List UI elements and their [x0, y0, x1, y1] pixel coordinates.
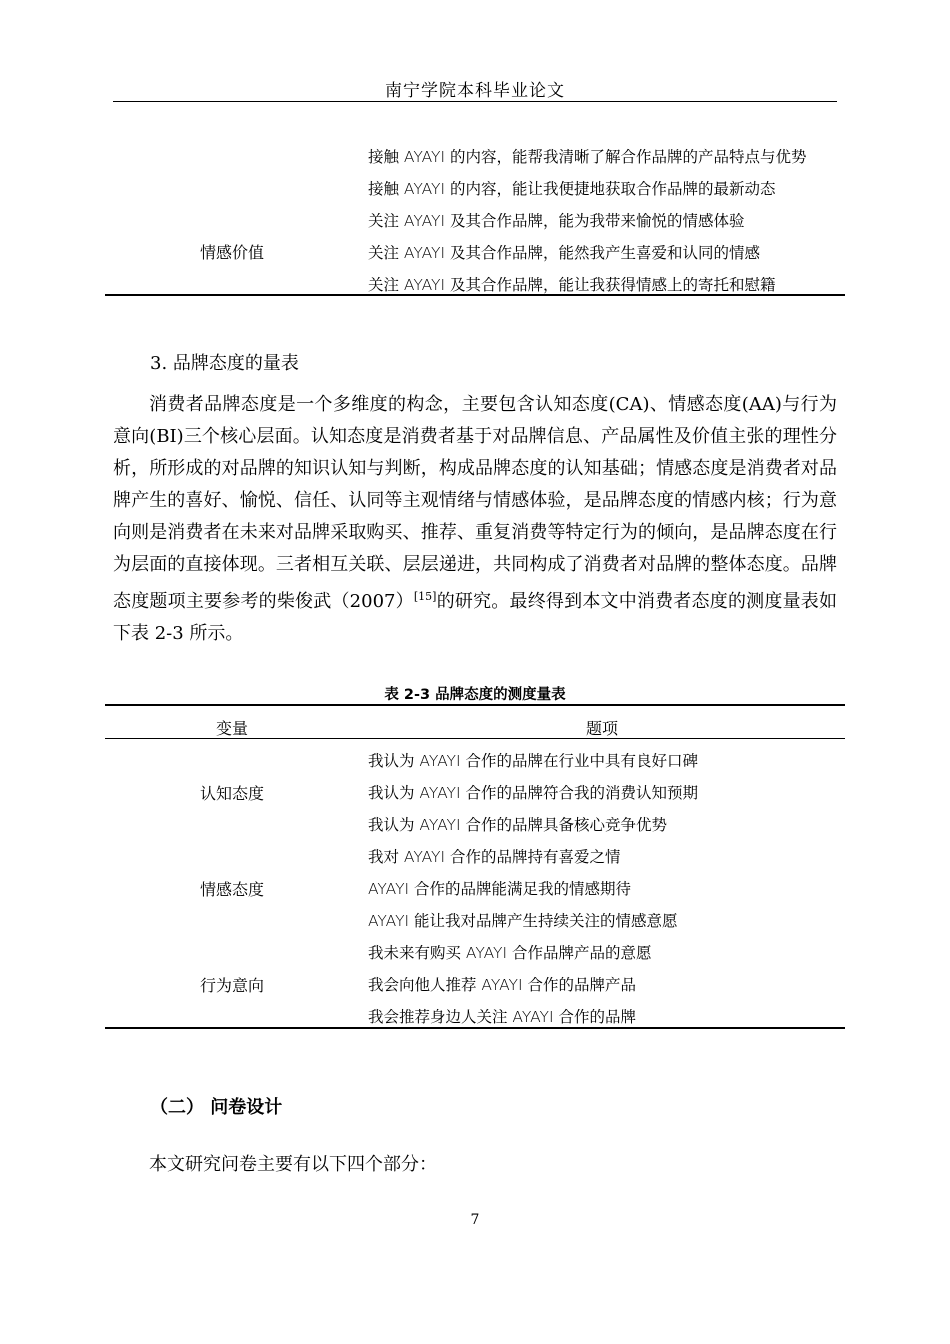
header-divider	[113, 101, 837, 102]
table-row-item: 我认为 AYAYI 合作的品牌具备核心竞争优势	[368, 816, 667, 834]
table-variable: 行为意向	[199, 976, 264, 995]
table-row-item: 接触 AYAYI 的内容，能帮我清晰了解合作品牌的产品特点与优势	[368, 148, 807, 166]
table-row-item: 我会推荐身边人关注 AYAYI 合作的品牌	[368, 1008, 636, 1026]
citation-ref: [15]	[413, 590, 437, 603]
table-header-rule	[105, 738, 845, 739]
table-variable: 认知态度	[199, 784, 264, 803]
table-variable: 情感价值	[199, 243, 264, 262]
table-row-item: 我认为 AYAYI 合作的品牌在行业中具有良好口碑	[368, 752, 698, 770]
section-heading: （二） 问卷设计	[150, 1097, 283, 1118]
table-row-item: 我会向他人推荐 AYAYI 合作的品牌产品	[368, 976, 636, 994]
table-bottom-rule	[105, 1027, 845, 1029]
table-2-3	[105, 704, 845, 1034]
paragraph-text: 的研究。最终得到本文中消费者态度的测度量表如下表 2-3 所示。	[113, 591, 837, 644]
table-variable: 情感态度	[199, 880, 264, 899]
table-continued	[105, 140, 845, 300]
table-header-items: 题项	[585, 719, 618, 738]
table-top-rule	[105, 704, 845, 706]
table-row-item: 我认为 AYAYI 合作的品牌符合我的消费认知预期	[368, 784, 698, 802]
table-caption: 表 2-3 品牌态度的测度量表	[384, 687, 566, 703]
section-title: 3. 品牌态度的量表	[150, 353, 299, 374]
table-bottom-rule	[105, 294, 845, 296]
table-row-item: 关注 AYAYI 及其合作品牌，能为我带来愉悦的情感体验	[368, 212, 745, 230]
table-row-item: AYAYI 合作的品牌能满足我的情感期待	[368, 880, 632, 898]
table-row-item: 我对 AYAYI 合作的品牌持有喜爱之情	[368, 848, 621, 866]
body-paragraph	[113, 389, 837, 650]
table-header-variable: 变量	[215, 719, 248, 738]
page-number: 7	[470, 1212, 480, 1228]
body-paragraph: 本文研究问卷主要有以下四个部分：	[149, 1154, 437, 1175]
page-header-title: 南宁学院本科毕业论文	[385, 81, 565, 101]
table-row-item: 关注 AYAYI 及其合作品牌，能然我产生喜爱和认同的情感	[368, 244, 760, 262]
paragraph-text: 消费者品牌态度是一个多维度的构念，主要包含认知态度(CA)、情感态度(AA)与行为意向(BI)三个核心层面。认知态度是消费者基于对品牌信息、产品属性及价值主张的理性分析，所形成的对品牌的知识认知与判断，构成品牌态度的认知基础；情感态度是消费者对品牌产生的喜好、愉悦、信任、认同等主观情绪与情感体验，是品牌态度的情感内核；行为意向则是消费者在未来对品牌采取购买、推荐、重复消费等特定行为的倾向，是品牌态度在行为层面的直接体现。三者相互关联、层层递进，共同构成了消费者对品牌的整体态度。品牌态度题项主要参考的柴俊武（2007）	[113, 394, 837, 612]
table-row-item: 我未来有购买 AYAYI 合作品牌产品的意愿	[368, 944, 652, 962]
table-row-item: AYAYI 能让我对品牌产生持续关注的情感意愿	[368, 912, 678, 930]
table-row-item: 接触 AYAYI 的内容，能让我便捷地获取合作品牌的最新动态	[368, 180, 776, 198]
table-row-item: 关注 AYAYI 及其合作品牌，能让我获得情感上的寄托和慰籍	[368, 276, 776, 294]
